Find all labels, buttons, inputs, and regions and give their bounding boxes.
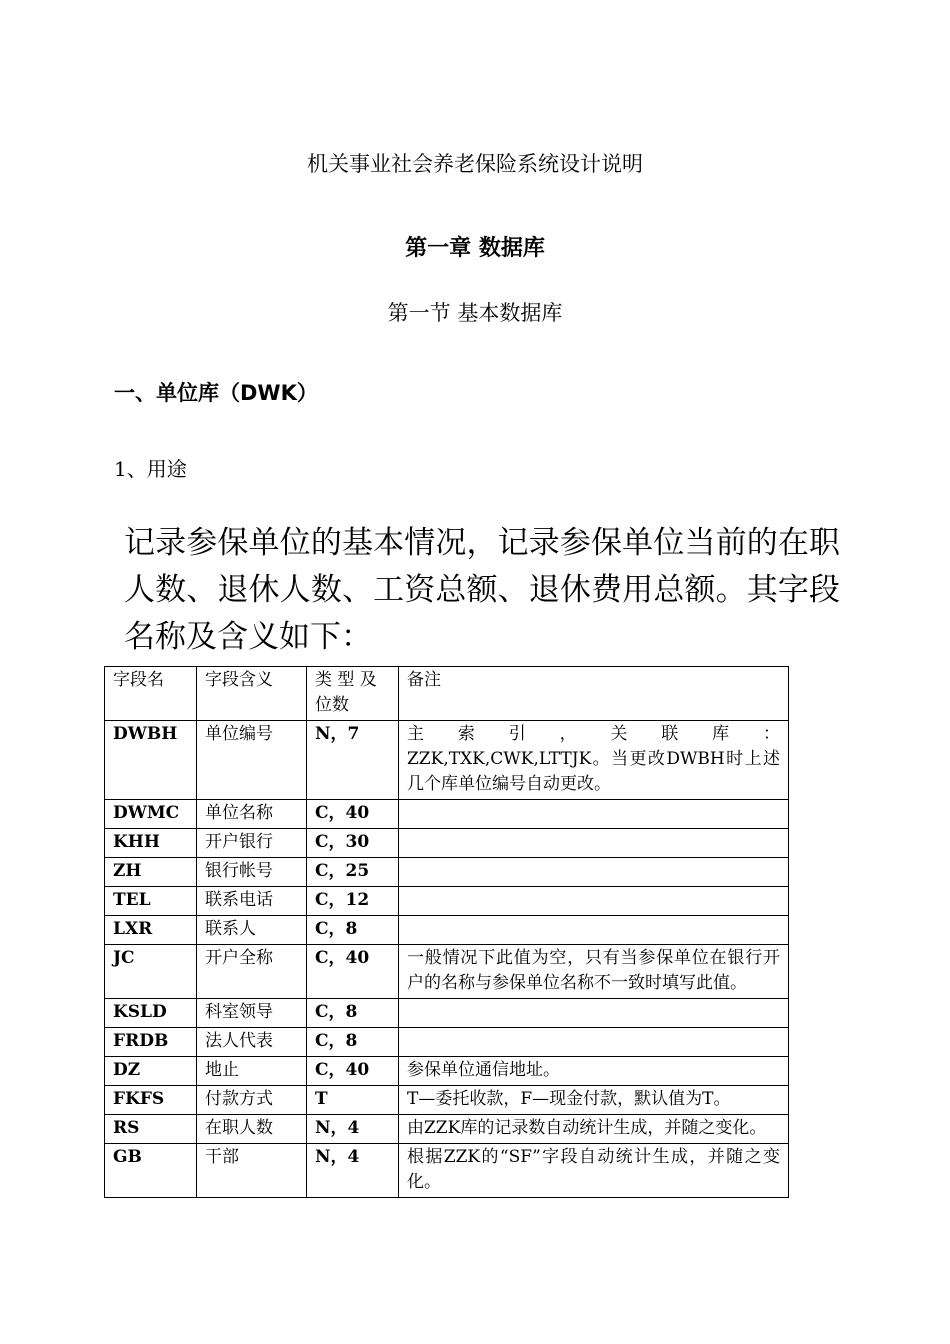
table-row [105,829,789,858]
field-name-cell: GB [105,1144,197,1198]
field-meaning-cell: 干部 [197,1144,307,1198]
table-row [105,999,789,1028]
table-row [105,1057,789,1086]
field-note-cell: 根据ZZK的“SF”字段自动统计生成，并随之变化。 [399,1144,789,1198]
note-line: 主 索 引 ， 关 联 库 ： [407,724,780,744]
field-meaning-cell: 联系人 [197,916,307,945]
section-title: 第一节 基本数据库 [387,301,563,325]
field-meaning-cell: 法人代表 [197,1028,307,1057]
header-field-name: 字段名 [105,667,197,721]
field-name-cell: KHH [105,829,197,858]
heading-purpose: 1、用途 [114,457,187,481]
chapter-title: 第一章 数据库 [405,236,545,261]
field-name-cell: JC [105,945,197,999]
field-meaning-cell: 付款方式 [197,1086,307,1115]
field-name-cell: FKFS [105,1086,197,1115]
field-meaning-cell: 科室领导 [197,999,307,1028]
header-field-meaning: 字段含义 [197,667,307,721]
field-meaning-cell: 地止 [197,1057,307,1086]
field-name-cell: LXR [105,916,197,945]
field-note-cell: T—委托收款，F—现金付款，默认值为T。 [399,1086,789,1115]
field-type-cell: T [307,1086,399,1115]
field-name-cell: RS [105,1115,197,1144]
field-meaning-cell: 银行帐号 [197,858,307,887]
field-type-cell: N，4 [307,1144,399,1198]
intro-paragraph: 记录参保单位的基本情况，记录参保单位当前的在职人数、退休人数、工资总额、退休费用总额。其字段名称及含义如下： [124,525,840,655]
table-row [105,721,789,800]
field-meaning-cell: 在职人数 [197,1115,307,1144]
field-name-cell: ZH [105,858,197,887]
field-type-cell: C，8 [307,999,399,1028]
note-line: ZZK,TXK,CWK,LTTJK。当更改DWBH时上述几个库单位编号自动更改。 [407,749,780,794]
field-meaning-cell: 开户全称 [197,945,307,999]
field-definition-table [104,666,789,1198]
field-name-cell: DWBH [105,721,197,800]
field-type-cell: C，8 [307,916,399,945]
field-note-cell: 由ZZK库的记录数自动统计生成，并随之变化。 [399,1115,789,1144]
field-type-cell: C，30 [307,829,399,858]
table-row [105,800,789,829]
field-meaning-cell: 单位名称 [197,800,307,829]
field-note-cell [399,887,789,916]
field-type-cell: C，25 [307,858,399,887]
table-row [105,1115,789,1144]
document-title: 机关事业社会养老保险系统设计说明 [307,152,643,176]
table-row [105,916,789,945]
field-note-cell [399,999,789,1028]
field-note-cell [399,916,789,945]
field-type-cell: C，40 [307,1057,399,1086]
field-note-cell: 参保单位通信地址。 [399,1057,789,1086]
field-name-cell: KSLD [105,999,197,1028]
header-type-length: 类 型 及 位数 [307,667,399,721]
field-name-cell: TEL [105,887,197,916]
field-meaning-cell: 联系电话 [197,887,307,916]
table-row [105,1086,789,1115]
field-type-cell: C，12 [307,887,399,916]
field-note-cell [399,858,789,887]
field-note-cell [399,829,789,858]
table-row [105,1144,789,1198]
field-type-cell: N，4 [307,1115,399,1144]
table-row [105,887,789,916]
field-name-cell: DWMC [105,800,197,829]
header-note: 备注 [399,667,789,721]
table-row [105,1028,789,1057]
field-note-cell [399,1028,789,1057]
heading-unit-library: 一、单位库（DWK） [114,381,318,405]
table-row [105,945,789,999]
field-type-cell: N，7 [307,721,399,800]
field-type-cell: C，8 [307,1028,399,1057]
field-note-cell: 一般情况下此值为空，只有当参保单位在银行开户的名称与参保单位名称不一致时填写此值。 [399,945,789,999]
field-name-cell: DZ [105,1057,197,1086]
field-name-cell: FRDB [105,1028,197,1057]
field-type-cell: C，40 [307,945,399,999]
table-row [105,858,789,887]
field-note-cell [399,800,789,829]
field-note-cell [399,721,789,800]
table-header-row [105,667,789,721]
field-type-cell: C，40 [307,800,399,829]
field-meaning-cell: 开户银行 [197,829,307,858]
field-meaning-cell: 单位编号 [197,721,307,800]
